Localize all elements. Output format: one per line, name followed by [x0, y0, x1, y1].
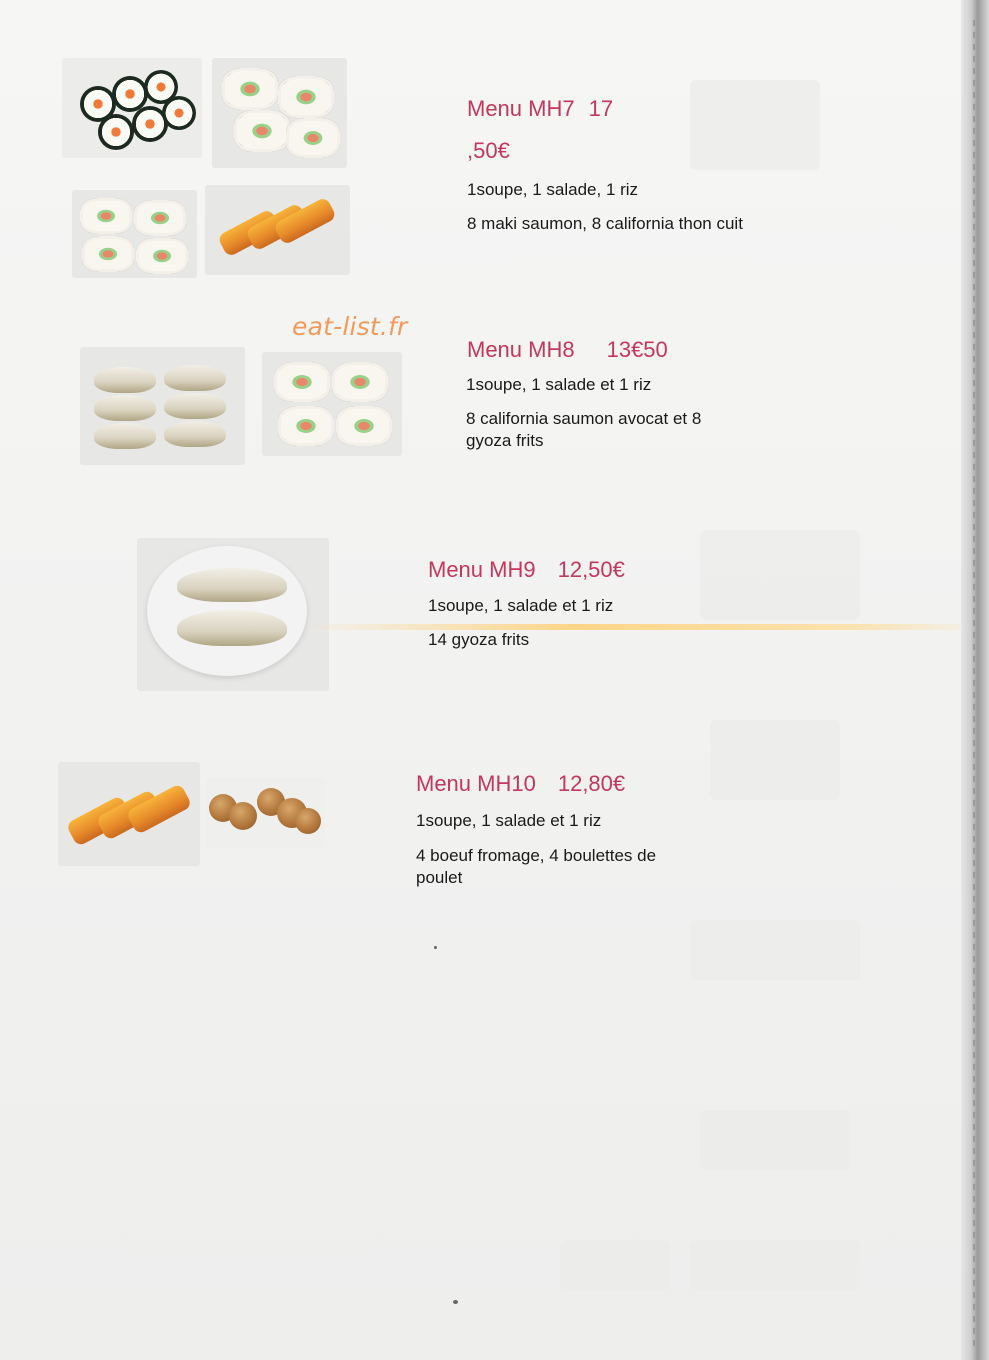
maki-roll: [162, 96, 196, 130]
california-roll: [234, 110, 290, 152]
california-roll: [336, 406, 392, 446]
skewer-photo: [58, 762, 200, 866]
show-through-block: [700, 1110, 850, 1170]
skewer-photo: [205, 185, 350, 275]
show-through-block: [690, 920, 860, 980]
menu-mh8-name: Menu MH8: [467, 337, 575, 362]
menu-mh10-name: Menu MH10: [416, 771, 536, 796]
menu-mh9-title: [428, 557, 625, 583]
california-roll: [134, 200, 186, 236]
gyoza: [177, 610, 287, 646]
show-through-block: [710, 720, 840, 800]
california-roll: [278, 406, 334, 446]
gyoza: [164, 365, 226, 391]
maki-photo: [62, 58, 202, 158]
california-photo: [72, 190, 197, 278]
sleeve-perforation: [973, 20, 975, 1350]
california-roll: [286, 118, 340, 158]
menu-mh9-price: 12,50€: [557, 557, 625, 582]
gyoza: [177, 568, 287, 602]
gyoza: [94, 395, 156, 421]
menu-mh8-title: [467, 337, 668, 363]
maki-roll: [98, 114, 134, 150]
california-roll: [82, 236, 134, 272]
show-through-block: [560, 1240, 670, 1290]
california-photo: [262, 352, 402, 456]
menu-mh8-sides: 1soupe, 1 salade et 1 riz: [466, 375, 652, 394]
chicken-ball: [295, 808, 321, 834]
show-through-block: [690, 80, 820, 170]
menu-mh8-price: 13€50: [606, 337, 668, 362]
watermark: eat-list.fr: [292, 312, 408, 341]
gyoza-plate-photo: [137, 538, 329, 691]
menu-mh9-name: Menu MH9: [428, 557, 536, 582]
menu-mh7-sides: 1soupe, 1 salade, 1 riz: [467, 180, 639, 199]
california-photo: [212, 58, 347, 168]
california-roll: [136, 238, 188, 274]
gyoza-photo: [80, 347, 245, 465]
chicken-ball: [229, 802, 257, 830]
menu-mh7-contents: 8 maki saumon, 8 california thon cuit: [467, 214, 743, 233]
gyoza: [94, 367, 156, 393]
menu-mh9-sides: 1soupe, 1 salade et 1 riz: [428, 596, 614, 615]
menu-mh9-contents: 14 gyoza frits: [428, 630, 530, 649]
sleeve-edge: [961, 0, 989, 1360]
menu-mh10-price: 12,80€: [557, 771, 626, 796]
scan-streak: [300, 624, 989, 630]
chicken-ball-photo: [205, 778, 325, 848]
california-roll: [80, 198, 132, 234]
menu-mh10-contents-line1: 4 boeuf fromage, 4 boulettes de: [416, 846, 657, 865]
california-roll: [278, 76, 334, 118]
skewer: [126, 783, 193, 835]
menu-mh8-contents-line1: 8 california saumon avocat et 8: [466, 409, 702, 428]
menu-mh7-price-part2: ,50€: [467, 138, 510, 163]
speck: [453, 1300, 458, 1304]
menu-mh10-contents-line2: poulet: [416, 868, 463, 887]
menu-mh7-name: Menu MH7: [467, 96, 575, 121]
speck: [434, 946, 437, 949]
california-roll: [332, 362, 388, 402]
menu-mh10-sides: 1soupe, 1 salade et 1 riz: [416, 811, 602, 830]
menu-mh8-contents-line2: gyoza frits: [466, 431, 544, 450]
menu-mh7-price-part1: 17: [588, 96, 614, 121]
california-roll: [274, 362, 330, 402]
skewer: [273, 196, 337, 245]
show-through-block: [690, 1240, 860, 1290]
gyoza: [164, 421, 226, 447]
show-through-block: [700, 530, 860, 620]
gyoza: [164, 393, 226, 419]
menu-mh10-title: [416, 771, 625, 797]
california-roll: [222, 68, 278, 110]
gyoza: [94, 423, 156, 449]
menu-mh7-title: [467, 96, 613, 122]
